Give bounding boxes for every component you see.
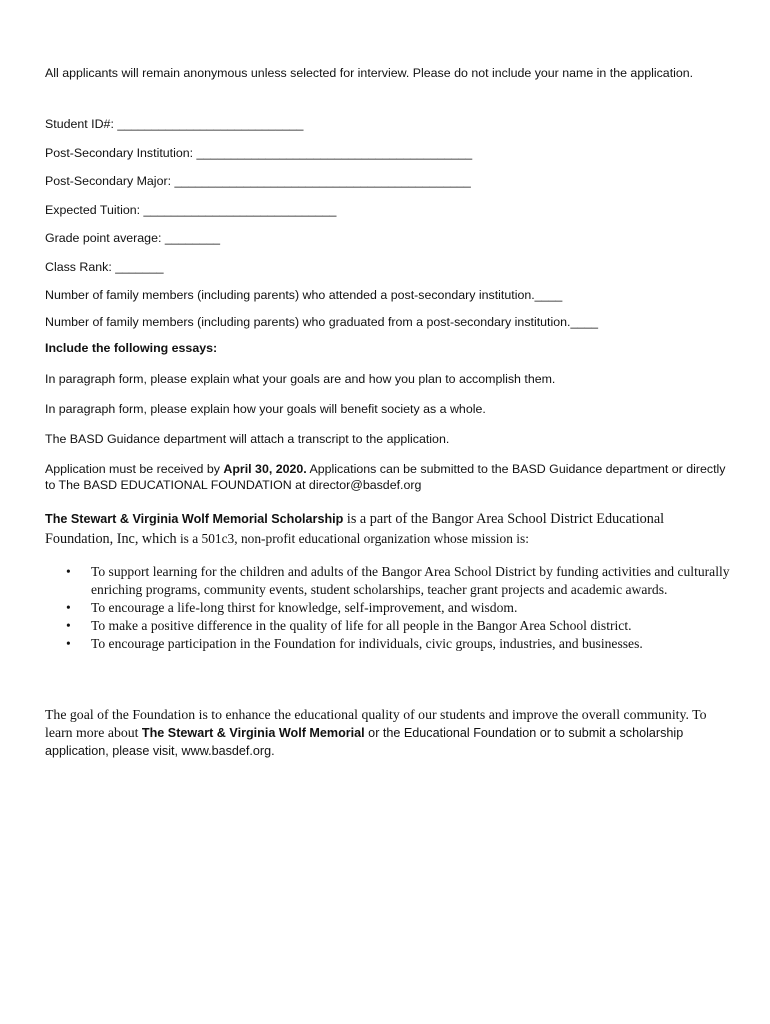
- intro-paragraph: All applicants will remain anonymous unless selected for interview. Please do not include your name in the application.: [45, 66, 694, 80]
- class-rank-field: Class Rank: _______: [45, 260, 164, 274]
- about-paragraph: The Stewart & Virginia Wolf Memorial Scholarship is a part of the Bangor Area School District Educational Foundation, Inc, which is a 501c3, non-profit educational organization whose mission is:: [45, 511, 665, 547]
- goal-paragraph: The goal of the Foundation is to enhance the educational quality of our students and improve the overall community. To learn more about The Stewart & Virginia Wolf Memorial or the Educational Foundation or to submit a scholarship application, please visit, www.basdef.org.: [45, 707, 707, 758]
- list-item: • To encourage participation in the Foundation for individuals, civic groups, industries, and businesses.: [66, 636, 643, 651]
- bullet-icon: •: [66, 618, 71, 633]
- memorial-name: The Stewart & Virginia Wolf Memorial: [141, 726, 365, 740]
- family-attended-field: Number of family members (including parents) who attended a post-secondary institution.____: [45, 288, 563, 302]
- bullet-icon: •: [66, 636, 71, 651]
- bullet-icon: •: [66, 600, 71, 615]
- institution-field: Post-Secondary Institution: ________________________________________: [45, 146, 473, 160]
- tuition-field: Expected Tuition: ____________________________: [45, 203, 337, 217]
- list-item: • To encourage a life-long thirst for knowledge, self-improvement, and wisdom.: [66, 600, 518, 615]
- essay-society: In paragraph form, please explain how your goals will benefit society as a whole.: [45, 402, 486, 416]
- deadline-date: April 30, 2020.: [223, 462, 307, 476]
- bullet-icon: •: [66, 564, 71, 579]
- scholarship-name: The Stewart & Virginia Wolf Memorial Scholarship: [45, 512, 344, 526]
- essays-heading: Include the following essays:: [45, 341, 218, 355]
- deadline-paragraph: Application must be received by April 30, 2020. Applications can be submitted to the BASD Guidance department or directly to The BASD EDUCATIONAL FOUNDATION at director@basdef.org: [45, 462, 726, 492]
- list-item: • To make a positive difference in the quality of life for all people in the Bangor Area School district.: [66, 618, 632, 633]
- family-graduated-field: Number of family members (including parents) who graduated from a post-secondary institution.____: [45, 315, 599, 329]
- transcript-note: The BASD Guidance department will attach a transcript to the application.: [45, 432, 450, 446]
- essay-goals: In paragraph form, please explain what your goals are and how you plan to accomplish them.: [45, 372, 556, 386]
- major-field: Post-Secondary Major: ___________________________________________: [45, 174, 471, 188]
- list-item: • To support learning for the children and adults of the Bangor Area School District by funding activities and culturally enriching programs, community events, student scholarships, teacher grant projects and academic awards.: [66, 564, 730, 597]
- student-id-field: Student ID#: ___________________________: [45, 117, 304, 131]
- mission-list: [45, 563, 735, 653]
- gpa-field: Grade point average: ________: [45, 231, 220, 245]
